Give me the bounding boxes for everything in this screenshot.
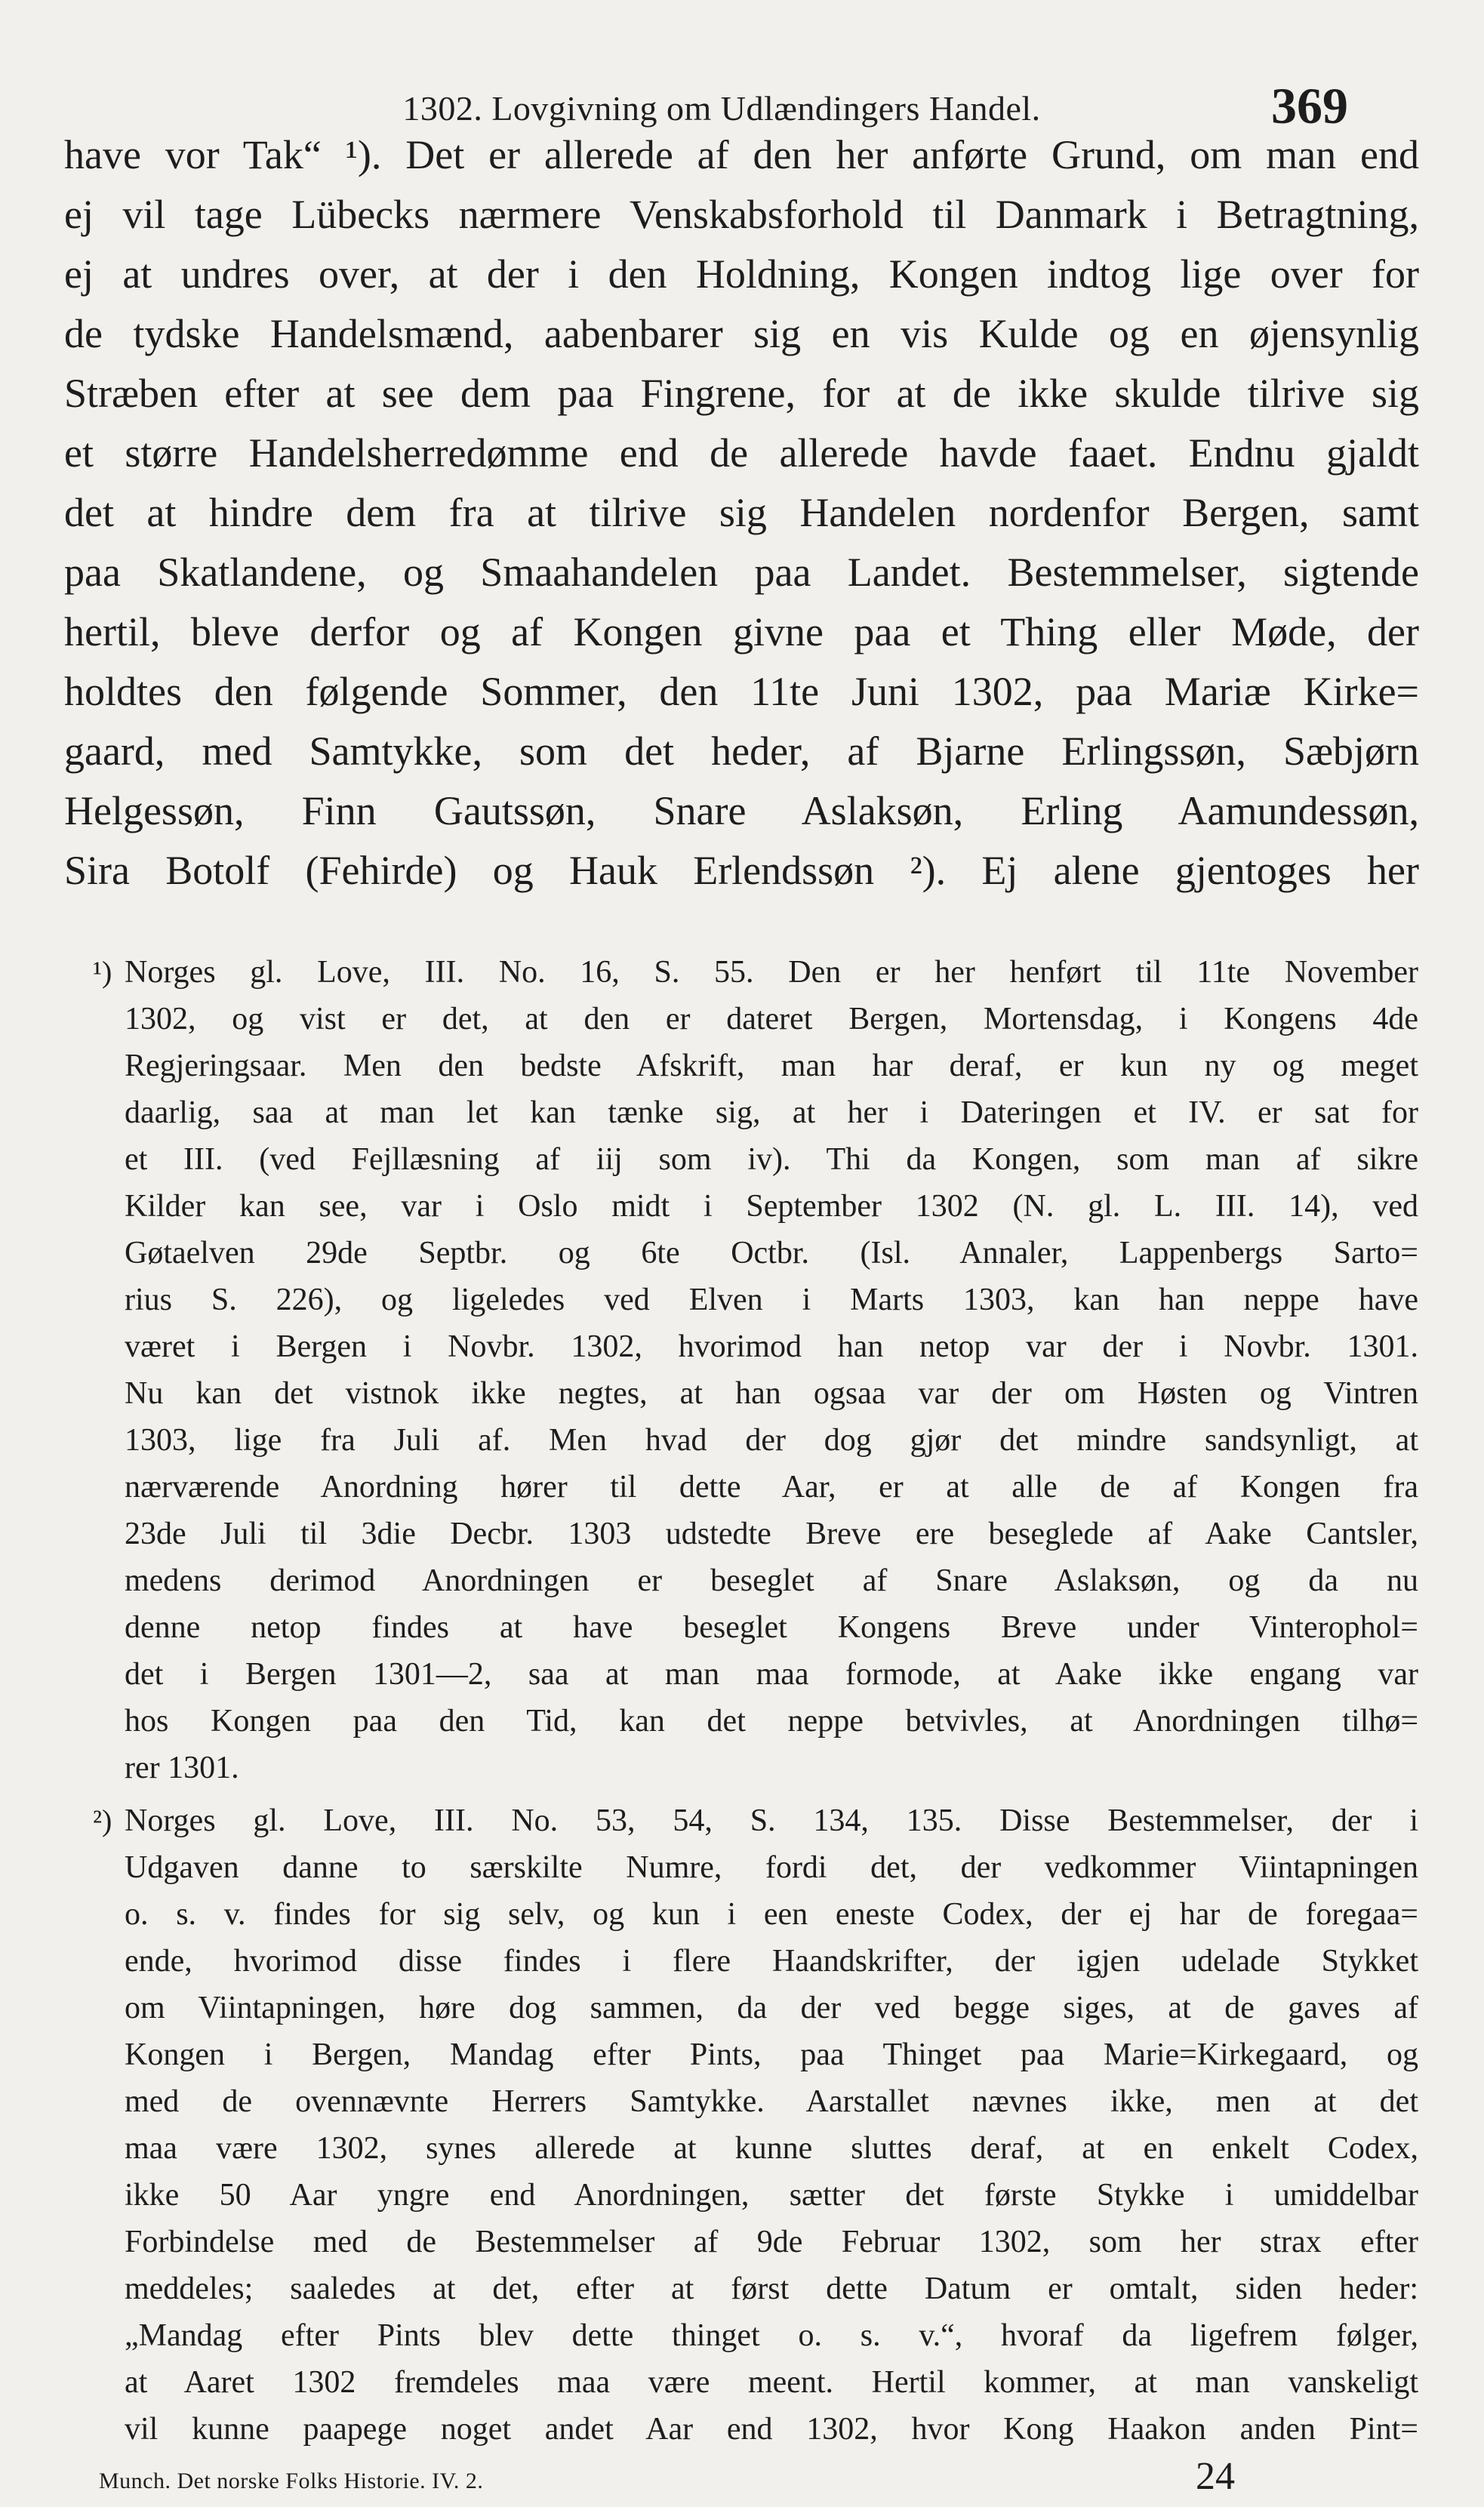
- main-text: [64, 125, 1419, 901]
- footnote-line: 1303, lige fra Juli af. Men hvad der dog gjør det mindre sandsynligt, at: [125, 1423, 1418, 1458]
- footnote-line: medens derimod Anordningen er beseglet af Snare Aslaksøn, og da nu: [125, 1563, 1418, 1598]
- footnote-1: [93, 949, 1418, 1791]
- footnote-line: Forbindelse med de Bestemmelser af 9de Februar 1302, som her strax efter: [125, 2225, 1418, 2259]
- footnote-line: Regjeringsaar. Men den bedste Afskrift, man har deraf, er kun ny og meget: [125, 1049, 1418, 1083]
- main-text-line: holdtes den følgende Sommer, den 11te Juni 1302, paa Mariæ Kirke=: [64, 669, 1419, 714]
- footnote-marker: ²): [93, 1803, 112, 1837]
- footnote-line: ikke 50 Aar yngre end Anordningen, sætter det første Stykke i umiddelbar: [125, 2178, 1418, 2213]
- footnote-2: [93, 1797, 1418, 2453]
- footnote-line: Kongen i Bergen, Mandag efter Pints, paa Thinget paa Marie=Kirkegaard, og: [125, 2037, 1418, 2072]
- footnote-line: rer 1301.: [125, 1751, 239, 1785]
- main-text-line: have vor Tak“ ¹). Det er allerede af den her anførte Grund, om man end: [64, 132, 1419, 177]
- footnote-line: om Viintapningen, høre dog sammen, da der ved begge siges, at de gaves af: [125, 1991, 1418, 2025]
- footnote-line: o. s. v. findes for sig selv, og kun i een eneste Codex, der ej har de foregaa=: [125, 1897, 1418, 1932]
- footnote-line: Kilder kan see, var i Oslo midt i September 1302 (N. gl. L. III. 14), ved: [125, 1189, 1418, 1224]
- main-text-line: et større Handelsherredømme end de allerede havde faaet. Endnu gjaldt: [64, 430, 1419, 476]
- footnote-line: Udgaven danne to særskilte Numre, fordi det, der vedkommer Viintapningen: [125, 1850, 1418, 1885]
- main-text-line: gaard, med Samtykke, som det heder, af Bjarne Erlingssøn, Sæbjørn: [64, 728, 1419, 774]
- page-number: 369: [1271, 77, 1348, 134]
- footnote-line: været i Bergen i Novbr. 1302, hvorimod han netop var der i Novbr. 1301.: [125, 1329, 1418, 1364]
- footnote-line: nærværende Anordning hører til dette Aar, er at alle de af Kongen fra: [125, 1470, 1418, 1505]
- main-text-line: Stræben efter at see dem paa Fingrene, for at de ikke skulde tilrive sig: [64, 371, 1419, 416]
- footnote-line: daarlig, saa at man let kan tænke sig, at her i Dateringen et IV. er sat for: [125, 1095, 1418, 1130]
- main-text-line: Helgessøn, Finn Gautssøn, Snare Aslaksøn, Erling Aamundessøn,: [64, 788, 1419, 833]
- main-text-line: ej vil tage Lübecks nærmere Venskabsforhold til Danmark i Betragtning,: [64, 192, 1419, 237]
- running-title: 1302. Lovgivning om Udlændingers Handel.: [402, 89, 1041, 128]
- main-text-line: det at hindre dem fra at tilrive sig Handelen nordenfor Bergen, samt: [64, 490, 1419, 535]
- footnote-line: maa være 1302, synes allerede at kunne sluttes deraf, at en enkelt Codex,: [125, 2131, 1418, 2166]
- main-text-line: ej at undres over, at der i den Holdning, Kongen indtog lige over for: [64, 251, 1419, 297]
- footnote-line: vil kunne paapege noget andet Aar end 1302, hvor Kong Haakon anden Pint=: [125, 2412, 1418, 2447]
- footnote-line: med de ovennævnte Herrers Samtykke. Aarstallet nævnes ikke, men at det: [125, 2084, 1418, 2119]
- footnote-line: 23de Juli til 3die Decbr. 1303 udstedte Breve ere beseglede af Aake Cantsler,: [125, 1517, 1418, 1551]
- footnote-line: et III. (ved Fejllæsning af iij som iv). Thi da Kongen, som man af sikre: [125, 1142, 1418, 1177]
- footnote-line: Norges gl. Love, III. No. 53, 54, S. 134, 135. Disse Bestemmelser, der i: [125, 1803, 1418, 1838]
- footnote-line: det i Bergen 1301—2, saa at man maa formode, at Aake ikke engang var: [125, 1657, 1418, 1692]
- footer-signature: Munch. Det norske Folks Historie. IV. 2.: [99, 2469, 484, 2493]
- main-text-line: Sira Botolf (Fehirde) og Hauk Erlendssøn ²). Ej alene gjentoges her: [64, 848, 1419, 893]
- main-text-line: hertil, bleve derfor og af Kongen givne paa et Thing eller Møde, der: [64, 609, 1419, 654]
- main-text-line: paa Skatlandene, og Smaahandelen paa Landet. Bestemmelser, sigtende: [64, 550, 1419, 595]
- footnote-line: hos Kongen paa den Tid, kan det neppe betvivles, at Anordningen tilhø=: [125, 1704, 1418, 1739]
- footnote-line: 1302, og vist er det, at den er dateret Bergen, Mortensdag, i Kongens 4de: [125, 1002, 1418, 1036]
- footnote-line: Nu kan det vistnok ikke negtes, at han ogsaa var der om Høsten og Vintren: [125, 1376, 1418, 1411]
- footnote-line: ende, hvorimod disse findes i flere Haandskrifter, der igjen udelade Stykket: [125, 1944, 1418, 1979]
- footnote-line: Gøtaelven 29de Septbr. og 6te Octbr. (Isl. Annaler, Lappenbergs Sarto=: [125, 1236, 1418, 1270]
- footnote-line: meddeles; saaledes at det, efter at først dette Datum er omtalt, siden heder:: [125, 2271, 1418, 2306]
- footnote-line: Norges gl. Love, III. No. 16, S. 55. Den er her henført til 11te November: [125, 955, 1418, 990]
- footnote-line: rius S. 226), og ligeledes ved Elven i Marts 1303, kan han neppe have: [125, 1283, 1418, 1317]
- footnote-line: at Aaret 1302 fremdeles maa være meent. Hertil kommer, at man vanskeligt: [125, 2365, 1418, 2400]
- sheet-number: 24: [1196, 2455, 1235, 2498]
- footnote-line: denne netop findes at have beseglet Kongens Breve under Vinterophol=: [125, 1610, 1418, 1645]
- main-text-line: de tydske Handelsmænd, aabenbarer sig en vis Kulde og en øjensynlig: [64, 311, 1419, 356]
- footnote-marker: ¹): [93, 955, 112, 989]
- footnote-line: „Mandag efter Pints blev dette thinget o. s. v.“, hvoraf da ligefrem følger,: [125, 2318, 1418, 2353]
